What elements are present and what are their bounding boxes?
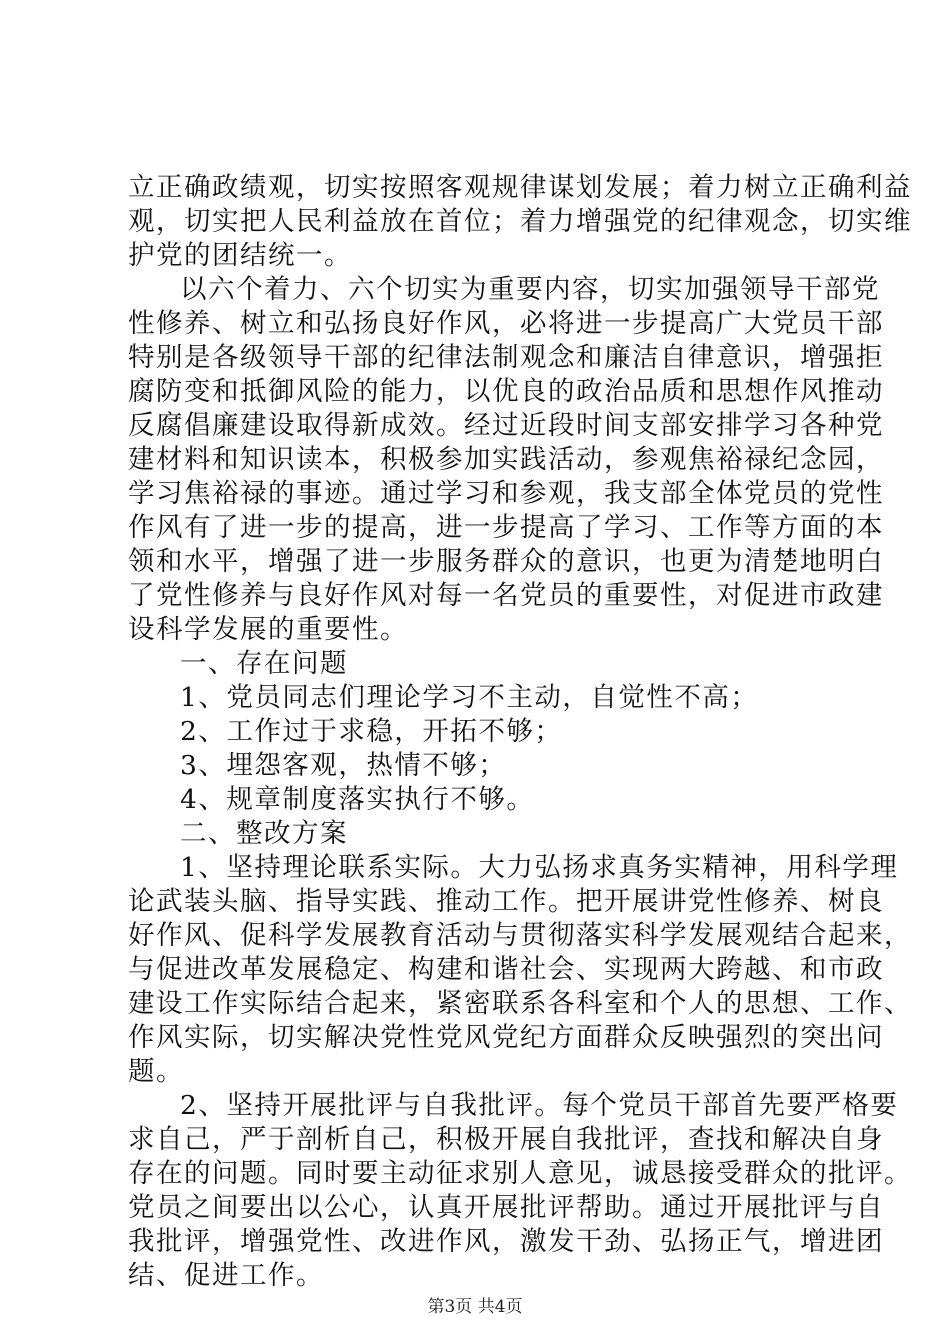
text-line: 结、促进工作。 <box>128 1260 324 1291</box>
paragraph-first-line: 以六个着力、六个切实为重要内容，切实加强领导干部党 <box>180 274 880 305</box>
text-line: 领和水平，增强了进一步服务群众的意识，也更为清楚地明白 <box>128 546 884 577</box>
text-line: 好作风、促科学发展教育活动与贯彻落实科学发展观结合起来， <box>128 920 912 951</box>
text-line: 作风有了进一步的提高，进一步提高了学习、工作等方面的本 <box>128 512 884 543</box>
text-line: 与促进改革发展稳定、构建和谐社会、实现两大跨越、和市政 <box>128 954 884 985</box>
text-line: 题。 <box>128 1056 184 1087</box>
text-line: 建材料和知识读本，积极参加实践活动，参观焦裕禄纪念园， <box>128 444 884 475</box>
paragraph-first-line: 1、坚持理论联系实际。大力弘扬求真务实精神，用科学理 <box>180 852 899 883</box>
text-line: 了党性修养与良好作风对每一名党员的重要性，对促进市政建 <box>128 580 884 611</box>
text-line: 求自己，严于剖析自己，积极开展自我批评，查找和解决自身 <box>128 1124 884 1155</box>
section-heading: 一、存在问题 <box>180 648 348 679</box>
text-line: 设科学发展的重要性。 <box>128 614 408 645</box>
list-item: 1、党员同志们理论学习不主动，自觉性不高； <box>180 682 759 713</box>
list-item: 3、埋怨客观，热情不够； <box>180 750 507 781</box>
text-line: 反腐倡廉建设取得新成效。经过近段时间支部安排学习各种党 <box>128 410 884 441</box>
text-line: 护党的团结统一。 <box>128 240 352 271</box>
text-line: 学习焦裕禄的事迹。通过学习和参观，我支部全体党员的党性 <box>128 478 884 509</box>
text-line: 论武装头脑、指导实践、推动工作。把开展讲党性修养、树良 <box>128 886 884 917</box>
text-line: 存在的问题。同时要主动征求别人意见，诚恳接受群众的批评。 <box>128 1158 912 1189</box>
text-line: 我批评，增强党性、改进作风，激发干劲、弘扬正气，增进团 <box>128 1226 884 1257</box>
page-number-footer: 第3页 共4页 <box>427 1297 523 1317</box>
text-line: 建设工作实际结合起来，紧密联系各科室和个人的思想、工作、 <box>128 988 912 1019</box>
list-item: 2、工作过于求稳，开拓不够； <box>180 716 563 747</box>
text-line: 观，切实把人民利益放在首位；着力增强党的纪律观念，切实维 <box>128 206 912 237</box>
paragraph-first-line: 2、坚持开展批评与自我批评。每个党员干部首先要严格要 <box>180 1090 899 1121</box>
text-line: 性修养、树立和弘扬良好作风，必将进一步提高广大党员干部 <box>128 308 884 339</box>
text-line: 特别是各级领导干部的纪律法制观念和廉洁自律意识，增强拒 <box>128 342 884 373</box>
section-heading: 二、整改方案 <box>180 818 348 849</box>
text-line: 腐防变和抵御风险的能力，以优良的政治品质和思想作风推动 <box>128 376 884 407</box>
text-line: 立正确政绩观，切实按照客观规律谋划发展；着力树立正确利益 <box>128 172 912 203</box>
list-item: 4、规章制度落实执行不够。 <box>180 784 535 815</box>
text-line: 党员之间要出以公心，认真开展批评帮助。通过开展批评与自 <box>128 1192 884 1223</box>
text-line: 作风实际，切实解决党性党风党纪方面群众反映强烈的突出问 <box>128 1022 884 1053</box>
